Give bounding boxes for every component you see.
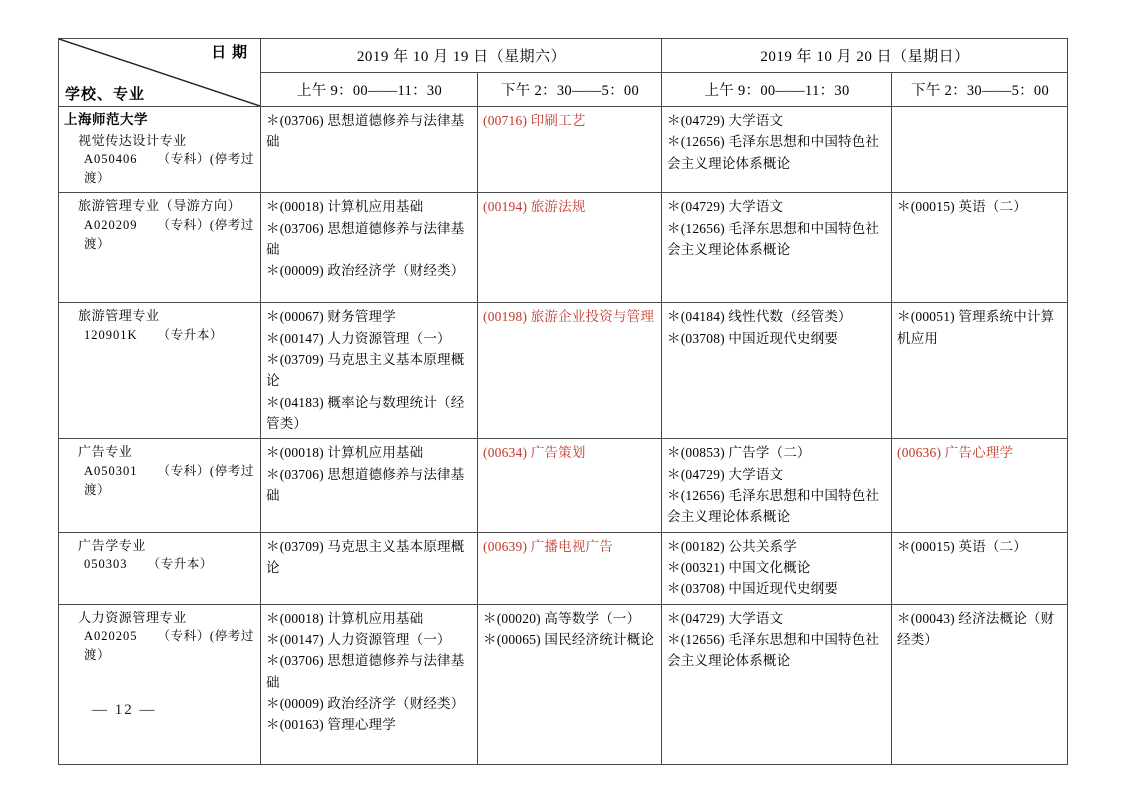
major-level: （专科）(停考过渡） [84,629,254,663]
course-item: ＊(03706) 思想道德修养与法律基础 [266,220,465,257]
course-item: ＊(00853) 广告学（二） [667,445,811,461]
course-item: ＊(00163) 管理心理学 [266,717,396,733]
table-row [59,303,1068,439]
major-code-level [64,555,256,574]
course-item: (00716) 印刷工艺 [483,113,586,128]
major-name: 广告专业 [78,444,133,460]
major-cell [59,107,261,193]
major-level: （专科）(停考过渡） [84,218,254,252]
courses-day1-pm [478,532,662,604]
major-cell [59,193,261,303]
header-slot-day2-pm: 下午 2：30——5：00 [892,73,1068,107]
header-corner-cell [59,39,261,107]
major-code-level [64,627,256,665]
table-row [59,193,1068,303]
course-item: ＊(03708) 中国近现代史纲要 [667,330,839,346]
courses-day1-am [261,193,478,303]
course-item: (00198) 旅游企业投资与管理 [483,309,655,325]
courses-day2-am [662,439,892,532]
course-item: (00194) 旅游法规 [483,199,586,215]
courses-day1-pm [478,303,662,439]
courses-day2-am [662,303,892,439]
courses-day1-pm [478,604,662,764]
course-item: ＊(00009) 政治经济学（财经类） [266,695,465,711]
major-code: A050301 [84,463,138,478]
major-cell [59,532,261,604]
table-row [59,604,1068,764]
course-item: ＊(04729) 大学语文 [667,610,784,626]
course-item: (00639) 广播电视广告 [483,538,613,554]
course-item: ＊(03706) 思想道德修养与法律基础 [266,113,465,150]
course-item: ＊(00147) 人力资源管理（一） [266,631,451,647]
course-item: ＊(00067) 财务管理学 [266,309,396,325]
courses-day1-pm [478,107,662,193]
table-body [59,107,1068,765]
course-item: ＊(04183) 概率论与数理统计（经管类） [266,394,465,431]
major-level: （专科）(停考过渡） [84,152,254,186]
courses-day2-pm [892,532,1068,604]
course-item: ＊(12656) 毛泽东思想和中国特色社会主义理论体系概论 [667,220,880,257]
course-item: ＊(03706) 思想道德修养与法律基础 [266,466,465,503]
exam-schedule-table [58,38,1068,765]
major-cell [59,439,261,532]
courses-day2-am [662,604,892,764]
table-row [59,532,1068,604]
major-name: 广告学专业 [78,537,147,553]
major-code-level [64,326,256,345]
courses-day1-pm [478,439,662,532]
course-item: ＊(00182) 公共关系学 [667,538,797,554]
course-item: ＊(12656) 毛泽东思想和中国特色社会主义理论体系概论 [667,631,880,669]
course-item: (00634) 广告策划 [483,445,586,461]
university-name: 上海师范大学 [64,112,148,127]
course-item: ＊(00009) 政治经济学（财经类） [266,263,465,279]
course-item: ＊(12656) 毛泽东思想和中国特色社会主义理论体系概论 [667,134,880,171]
courses-day1-am [261,532,478,604]
major-code: A020205 [84,629,138,644]
course-item: ＊(04184) 线性代数（经管类） [667,309,852,325]
courses-day2-pm [892,303,1068,439]
courses-day1-am [261,439,478,532]
course-item: ＊(00321) 中国文化概论 [667,559,811,575]
major-name: 旅游管理专业 [78,308,160,324]
courses-day1-am [261,303,478,439]
major-level: （专升本） [147,557,214,572]
course-item: ＊(12656) 毛泽东思想和中国特色社会主义理论体系概论 [667,487,880,525]
header-date-label: 日 期 [211,45,248,61]
major-name: 视觉传达设计专业 [78,132,187,148]
major-name: 人力资源管理专业 [78,609,187,625]
header-day-1: 2019 年 10 月 19 日（星期六） [261,39,662,73]
major-code-level [64,216,256,254]
course-item: ＊(03708) 中国近现代史纲要 [667,581,839,597]
courses-day1-am [261,604,478,764]
courses-day2-am [662,107,892,193]
table-row [59,107,1068,193]
courses-day2-pm [892,107,1068,193]
major-code: 120901K [84,328,138,343]
courses-day2-am [662,193,892,303]
major-cell [59,604,261,764]
header-row-days [59,39,1068,73]
header-day-2: 2019 年 10 月 20 日（星期日） [662,39,1068,73]
major-level: （专升本） [157,328,224,343]
header-school-major-label: 学校、专业 [65,87,146,103]
courses-day1-pm [478,193,662,303]
header-slot-day2-am: 上午 9：00——11：30 [662,73,892,107]
course-item: ＊(00015) 英语（二） [897,538,1027,554]
course-item: ＊(00147) 人力资源管理（一） [266,330,451,346]
course-item: ＊(00018) 计算机应用基础 [266,445,424,461]
course-item: ＊(00015) 英语（二） [897,199,1027,215]
major-code: A020209 [84,218,138,233]
course-item: ＊(00020) 高等数学（一） [483,610,641,626]
major-code: A050406 [84,152,138,167]
page-number: — 12 — [92,702,157,718]
courses-day2-pm [892,193,1068,303]
course-item: ＊(03709) 马克思主义基本原理概论 [266,351,465,389]
course-item: (00636) 广告心理学 [897,445,1014,461]
courses-day1-am [261,107,478,193]
major-cell [59,303,261,439]
courses-day2-pm [892,604,1068,764]
course-item: ＊(00018) 计算机应用基础 [266,610,424,626]
course-item: ＊(00043) 经济法概论（财经类） [897,610,1055,647]
major-code-level [64,462,256,500]
course-item: ＊(00065) 国民经济统计概论 [483,631,655,647]
course-item: ＊(04729) 大学语文 [667,199,784,215]
courses-day2-am [662,532,892,604]
header-slot-day1-pm: 下午 2：30——5：00 [478,73,662,107]
major-level: （专科）(停考过渡） [84,463,254,497]
course-item: ＊(04729) 大学语文 [667,466,784,482]
course-item: ＊(03709) 马克思主义基本原理概论 [266,538,465,575]
course-item: ＊(00051) 管理系统中计算机应用 [897,309,1055,346]
major-name: 旅游管理专业（导游方向） [78,198,242,214]
header-slot-day1-am: 上午 9：00——11：30 [261,73,478,107]
courses-day2-pm [892,439,1068,532]
table-row [59,439,1068,532]
table-header [59,39,1068,107]
course-item: ＊(04729) 大学语文 [667,113,784,128]
course-item: ＊(00018) 计算机应用基础 [266,199,424,215]
major-code-level [64,150,256,188]
major-code: 050303 [84,557,128,572]
course-item: ＊(03706) 思想道德修养与法律基础 [266,653,465,690]
